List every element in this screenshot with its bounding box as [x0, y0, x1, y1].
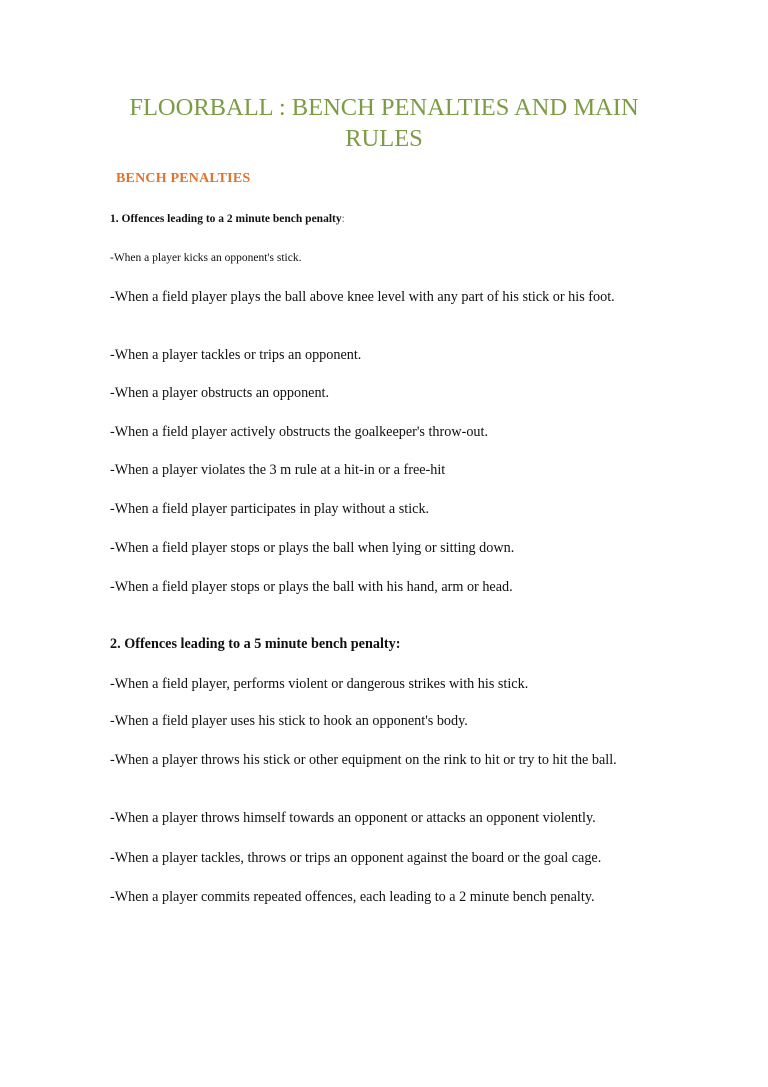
list-item: -When a player throws himself towards an opponent or attacks an opponent violently.: [110, 810, 596, 826]
subsection-2-heading: 2. Offences leading to a 5 minute bench penalty:: [110, 636, 401, 652]
list-item: -When a player throws his stick or other equipment on the rink to hit or try to hit the ball.: [110, 752, 617, 768]
list-item: -When a player obstructs an opponent.: [110, 385, 330, 401]
list-item: -When a player tackles, throws or trips an opponent against the board or the goal cage.: [110, 850, 602, 866]
list-item: -When a field player stops or plays the ball with his hand, arm or head.: [110, 579, 513, 595]
list-item: -When a field player stops or plays the ball when lying or sitting down.: [110, 540, 515, 556]
section-heading: BENCH PENALTIES: [116, 171, 251, 186]
subsection-1-colon: :: [341, 213, 345, 225]
list-item: -When a field player actively obstructs the goalkeeper's throw-out.: [110, 424, 488, 440]
subsection-1-heading-text: 1. Offences leading to a 2 minute bench penalty: [110, 213, 342, 225]
list-item: -When a player violates the 3 m rule at a hit-in or a free-hit: [110, 462, 446, 478]
list-item: -When a player kicks an opponent's stick.: [110, 252, 302, 264]
page-title: FLOORBALL : BENCH PENALTIES AND MAIN RULES: [129, 94, 639, 152]
list-item: -When a field player, performs violent or dangerous strikes with his stick.: [110, 676, 529, 692]
list-item: -When a field player uses his stick to hook an opponent's body.: [110, 713, 468, 729]
subsection-1-heading: [110, 213, 650, 225]
list-item: -When a player tackles or trips an opponent.: [110, 347, 362, 363]
list-item: -When a player commits repeated offences, each leading to a 2 minute bench penalty.: [110, 889, 595, 905]
list-item: -When a field player participates in play without a stick.: [110, 501, 430, 517]
list-item: -When a field player plays the ball above knee level with any part of his stick or his foot.: [110, 289, 615, 305]
